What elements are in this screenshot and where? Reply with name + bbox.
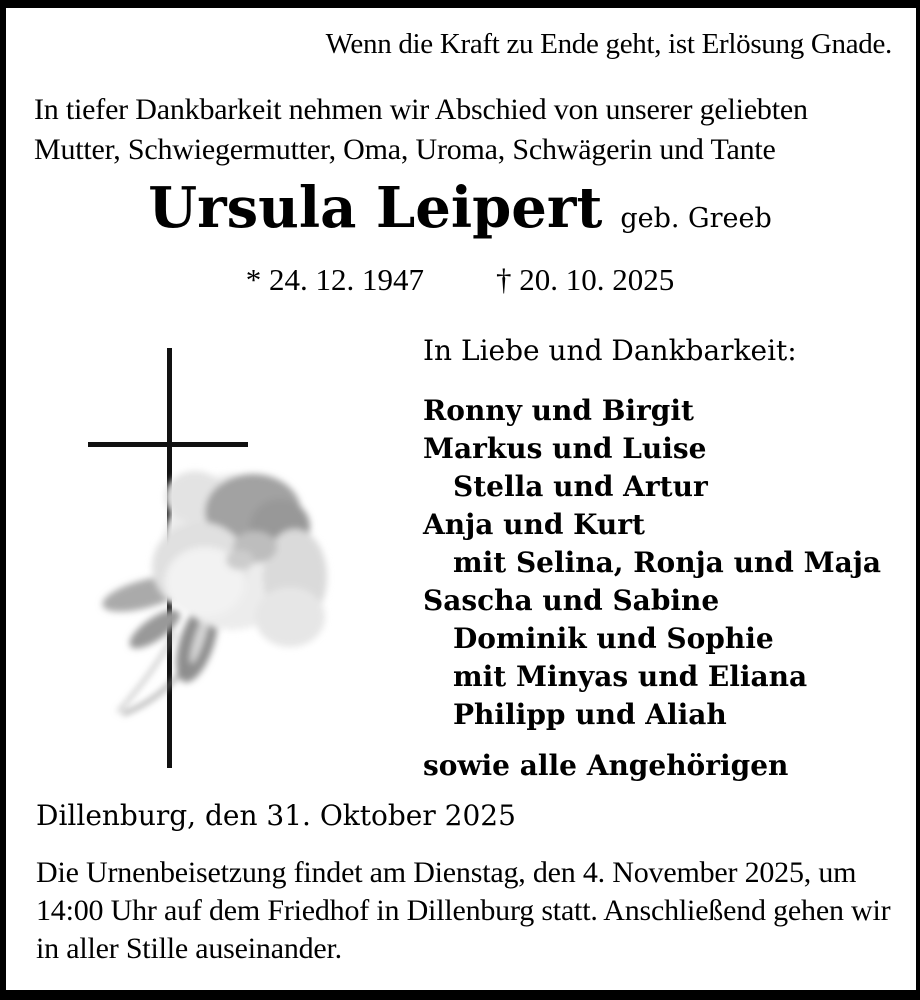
mourner-line: mit Minyas und Eliana	[453, 660, 808, 693]
life-dates-row	[0, 262, 920, 298]
mourners-list	[423, 392, 881, 785]
maiden-name: geb. Greeb	[620, 203, 772, 234]
mourner-line: Markus und Luise	[423, 432, 707, 465]
cross-with-rose-graphic	[55, 332, 355, 792]
epigraph-quote: Wenn die Kraft zu Ende geht, ist Erlösung Gnade.	[325, 28, 892, 60]
tribute-heading: In Liebe und Dankbarkeit:	[423, 334, 797, 367]
funeral-info: Die Urnenbeisetzung findet am Dienstag, den 4. November 2025, um 14:00 Uhr auf dem Friedhof in Dillenburg statt. Anschließend gehen wir in aller Stille auseinander.	[36, 856, 891, 965]
mourners-closing: sowie alle Angehörigen	[423, 749, 789, 782]
mourner-line: Anja und Kurt	[423, 508, 645, 541]
mourner-line: mit Selina, Ronja und Maja	[453, 546, 882, 579]
deceased-name-row	[0, 175, 920, 241]
birth-date: * 24. 12. 1947	[245, 262, 424, 297]
intro-text: In tiefer Dankbarkeit nehmen wir Abschied von unserer geliebten Mutter, Schwiegermutter, Oma, Uroma, Schwägerin und Tante	[34, 93, 808, 166]
mourner-line: Ronny und Birgit	[423, 394, 694, 427]
mourner-line: Philipp und Aliah	[453, 698, 727, 731]
mourner-line: Dominik und Sophie	[453, 622, 774, 655]
mourner-line: Sascha und Sabine	[423, 584, 720, 617]
mourner-line: Stella und Artur	[453, 470, 708, 503]
deceased-name: Ursula Leipert	[148, 175, 603, 241]
death-date: † 20. 10. 2025	[496, 262, 675, 297]
place-and-date: Dillenburg, den 31. Oktober 2025	[36, 799, 516, 832]
